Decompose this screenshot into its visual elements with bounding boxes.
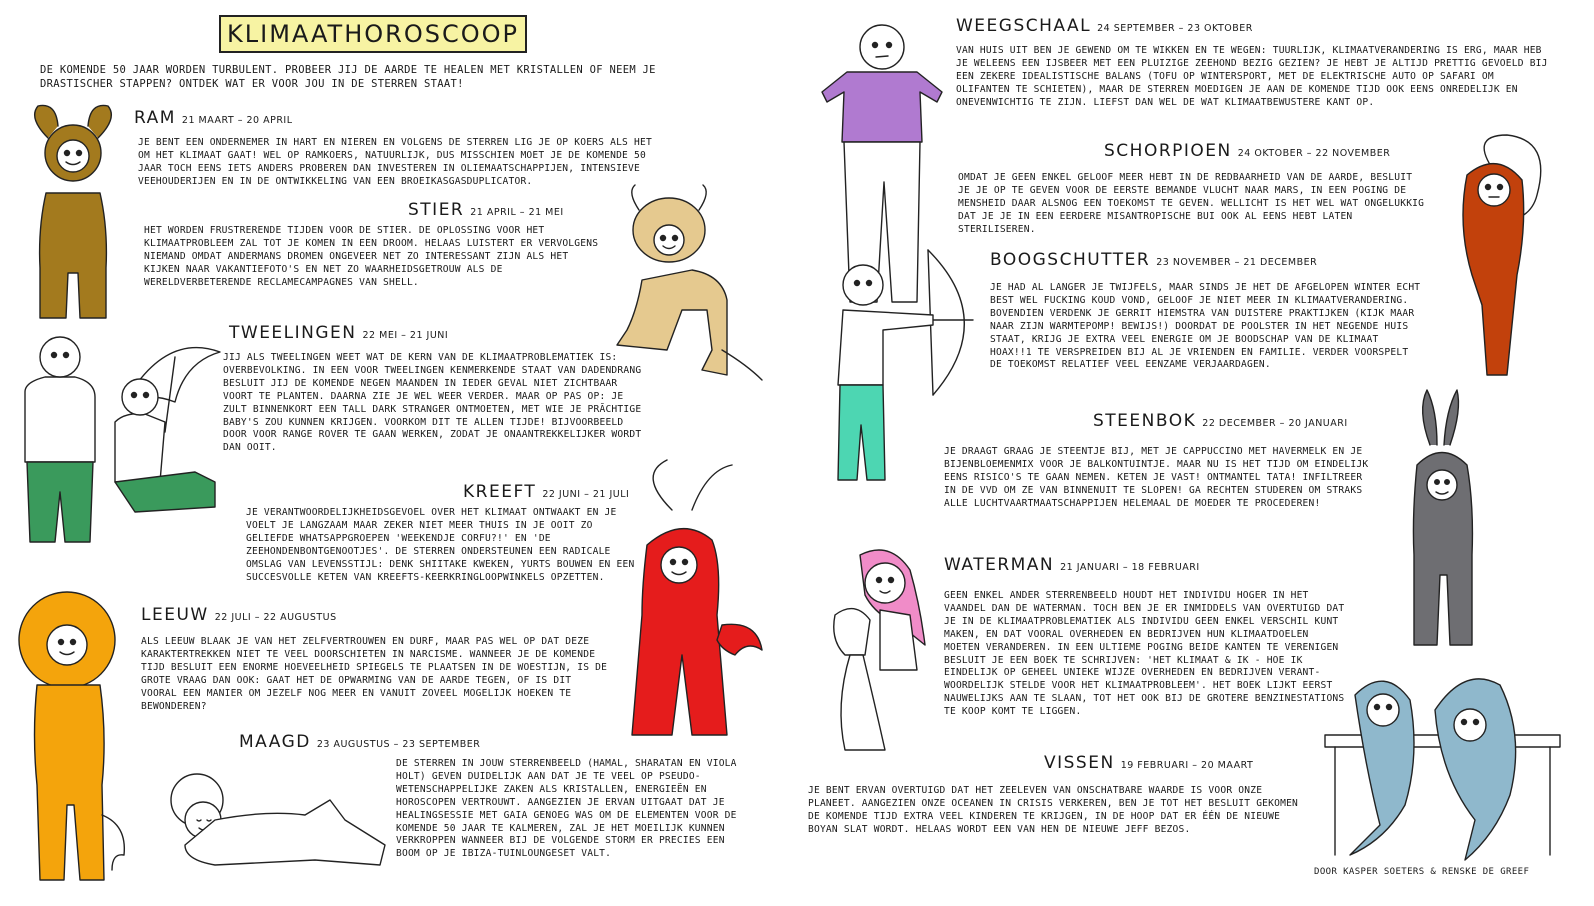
stier-face xyxy=(654,225,684,255)
waterman-face xyxy=(865,563,905,603)
text-steenbok: JE DRAAGT GRAAG JE STEENTJE BIJ, MET JE CAPPUCCINO MET HAVERMELK EN JE BIJENBLOEMENMIX VOOR JE BALKONTUINTJE. MAAR NU IS HET TIJD OM EINDELIJK EENS RISICO'S TE GAAN NEMEN. KETEN JE VAST! ONTMANTEL TATA! INFILTREER IN DE VVD OM ZE VAN BINNENUIT TE SLOPEN! GA RECHTEN STUDEREN OM STRAKS ALLE LUCHTVAARTMAATSCHAPPIJEN HELEMAAL DE MOEDER TE PROCEDEREN! xyxy=(944,446,1369,509)
text-kreeft: JE VERANTWOORDELIJKHEIDSGEVOEL OVER HET KLIMAAT ONTWAAKT EN JE VOELT JE LANGZAAM MAAR ZEKER NIET MEER THUIS IN JE OOIT ZO GELIEFDE WHATSAPPGROEPEN 'WEEKENDJE CORFU?!' EN 'DE ZEEHONDENBONTGENOOTJES'. DE STERREN ONDERSTEUNEN EEN RADICALE OMSLAG VAN LEVENSSTIJL: DENK SHIITAKE KWEKEN, YURTS BOUWEN EN EEN SUCCESVOLLE KETEN VAN KREEFTS-KEERKRINGLOOPWINKELS OPZETTEN. xyxy=(246,507,635,583)
twin-right-sweater xyxy=(115,414,165,482)
sign-name: KREEFT xyxy=(463,482,537,502)
text-schorpioen: OMDAT JE GEEN ENKEL GELOOF MEER HEBT IN DE REDBAARHEID VAN DE AARDE, BESLUIT JE JE OP TE GEVEN VOOR DE EERSTE BEMANDE VLUCHT NAAR MARS, IN EEN POGING DE MENSHEID DAAR ALSNOG EEN TOEKOMST TE GEVEN. WELLICHT IS HET WEL WAT ONGELUKKIG DAT JE JE IN EEN EERDERE MISANTROPISCHE BUI OOK AL EENS HEBT LATEN STERILISEREN. xyxy=(958,172,1425,235)
twin-left-sweater xyxy=(25,377,95,462)
sign-dates: 19 FEBRUARI – 20 MAART xyxy=(1120,760,1254,771)
leeuw-body xyxy=(35,685,105,880)
sign-dates: 23 NOVEMBER – 21 DECEMBER xyxy=(1156,257,1318,268)
tweelingen-illustration xyxy=(15,322,230,547)
heading-waterman xyxy=(944,555,1200,575)
sign-name: TWEELINGEN xyxy=(229,323,357,343)
sign-dates: 24 OKTOBER – 22 NOVEMBER xyxy=(1237,148,1391,159)
steenbok-horn-left xyxy=(1423,390,1437,445)
sign-name: BOOGSCHUTTER xyxy=(990,250,1151,270)
boogschutter-sweater xyxy=(838,310,933,385)
stier-horn-left xyxy=(632,185,639,210)
text-vissen: JE BENT ERVAN OVERTUIGD DAT HET ZEELEVEN VAN ONSCHATBARE WAARDE IS VOOR ONZE PLANEET. AANGEZIEN ONZE OCEANEN IN CRISIS VERKEREN, BEN JE TOT HET BESLUIT GEKOMEN DE KOMENDE TIJD EXTRA VEEL KINDEREN TE KRIJGEN, IN DE HOOP DAT ER ÉÉN DE NIEUWE BOYAN SLAT WORDT. HELAAS WORDT EEN VAN HEN DE NIEUWE JEFF BEZOS. xyxy=(808,785,1299,835)
weegschaal-sweater xyxy=(822,72,942,142)
kreeft-face xyxy=(661,547,697,583)
heading-schorpioen xyxy=(1104,141,1390,161)
boogschutter-illustration xyxy=(823,245,983,490)
vissen-illustration xyxy=(1325,655,1560,870)
sign-dates: 22 JUNI – 21 JULI xyxy=(542,489,630,500)
boogschutter-head xyxy=(843,265,883,305)
heading-weegschaal xyxy=(956,16,1253,36)
heading-stier xyxy=(408,200,564,220)
stier-body xyxy=(617,270,727,375)
sign-name: WATERMAN xyxy=(944,555,1055,575)
sign-dates: 22 MEI – 21 JUNI xyxy=(362,330,449,341)
weegschaal-head xyxy=(860,25,904,69)
heading-vissen xyxy=(1044,753,1253,773)
maagd-illustration xyxy=(155,765,390,870)
ram-illustration xyxy=(18,98,128,323)
intro-text: DE KOMENDE 50 JAAR WORDEN TURBULENT. PROBEER JIJ DE AARDE TE HEALEN MET KRISTALLEN OF NEEM JE DRASTISCHER STAPPEN? ONTDEK WAT ER VOOR JOU IN DE STERREN STAAT! xyxy=(40,64,656,90)
leeuw-illustration xyxy=(12,585,132,890)
heading-kreeft xyxy=(463,482,629,502)
sign-dates: 24 SEPTEMBER – 23 OKTOBER xyxy=(1097,23,1253,34)
vis-left-face xyxy=(1367,694,1399,726)
sign-name: STEENBOK xyxy=(1093,411,1197,431)
text-waterman: GEEN ENKEL ANDER STERRENBEELD HOUDT HET INDIVIDU HOGER IN HET VAANDEL DAN DE WATERMAN. TOCH BEN JE ER INMIDDELS VAN OVERTUIGD DAT JE IN DE KLIMAATPROBLEMATIEK ALS INDIVIDU GEEN ENKEL VERSCHIL KUNT MAKEN, EN DAT VOORAL OVERHEDEN EN BEDRIJVEN HUN KLIMAATDOELEN MOETEN VERANDEREN. IN EEN ULTIEME POGING BEIDE KANTEN TE VERENIGEN BESLUIT JE EEN BOEK TE SCHRIJVEN: 'HET KLIMAAT & IK - HOE IK EINDELIJK OP GEHEEL UNIEKE WIJZE OVERHEDEN EN BEDRIJVEN VERANTWOORDELIJK STELDE VOOR HET KLIMAATPROBLEEM'. HET BOEK LIJKT EERST NAUWELIJKS AAN TE SLAAN, TOT HET OOK BIJ DE GROTERE BENZINESTATIONS TE KOOP KOMT TE LIGGEN. xyxy=(944,590,1345,718)
kreeft-antenna-right xyxy=(692,465,732,510)
ram-body xyxy=(40,193,107,318)
sign-dates: 21 APRIL – 21 MEI xyxy=(470,207,564,218)
sign-name: STIER xyxy=(408,200,465,220)
kreeft-claw xyxy=(717,624,762,655)
steenbok-illustration xyxy=(1402,385,1482,650)
schorpioen-illustration xyxy=(1437,135,1557,380)
leeuw-face xyxy=(47,625,87,665)
leeuw-tail xyxy=(102,815,124,870)
text-boogschutter: JE HAD AL LANGER JE TWIJFELS, MAAR SINDS JE HET DE AFGELOPEN WINTER ECHT BEST WEL FUCKING KOUD VOND, GELOOF JE NIET MEER IN KLIMAATVERANDERING. BOVENDIEN VERDENK JE GERRIT HIEMSTRA VAN DUISTERE PRAKTIJKEN (KIJK MAAR NAAR ZIJN WARMTEPOMP! BEWIJS!) DOORDAT DE POOLSTER IN HET NEGENDE HUIS STAAT, KRIJG JE EXTRA VEEL ENERGIE OM JE BOODSCHAP VAN DE KLIMAAT HOAX!!1 TE VERSPREIDEN BIJ AL JE VRIENDEN EN FAMILIE. VERDER VOORSPELT DE TOEKOMST RELATIEF VEEL EENZAME VERJAARDAGEN. xyxy=(990,282,1421,371)
kreeft-illustration xyxy=(617,455,767,740)
steenbok-horn-right xyxy=(1444,390,1458,445)
heading-steenbok xyxy=(1093,411,1348,431)
sign-name: LEEUW xyxy=(141,605,209,625)
text-maagd: DE STERREN IN JOUW STERRENBEELD (HAMAL, SHARATAN EN VIOLA HOLT) GEVEN DUIDELIJK AAN DAT JE TE VEEL OP PSEUDO-WETENSCHAPPELIJKE ZAKEN ALS KRISTALLEN, ENERGIEËN EN HOROSCOPEN VERTROUWT. AANGEZIEN JE ERVAN UITGAAT DAT JE HEALINGSESSIE MET GAIA GENOEG WAS OM DE ELEMENTEN VOOR DE KOMENDE 50 JAAR TE KALMEREN, ZAL JE HET MOEILIJK KUNNEN VERKROPPEN WANNEER BIJ DE VOLGENDE STORM ER PRECIES EEN BOOM OP JE IBIZA-TUINLOUNGESET VALT. xyxy=(396,758,737,860)
sign-dates: 21 MAART – 20 APRIL xyxy=(181,115,293,126)
stier-illustration xyxy=(597,180,767,390)
waterman-water xyxy=(841,655,885,750)
vis-right-body xyxy=(1435,679,1516,860)
heading-boogschutter xyxy=(990,250,1317,270)
twin-left-head xyxy=(40,337,80,377)
heading-maagd xyxy=(239,732,480,752)
text-leeuw: ALS LEEUW BLAAK JE VAN HET ZELFVERTROUWEN EN DURF, MAAR PAS WEL OP DAT DEZE KARAKTERTREKKEN NIET TE VEEL DOORSCHIETEN IN NARCISME. WANNEER JE DE KOMENDE TIJD BESLUIT EEN ENORME HOEVEELHEID SPIEGELS TE PLAATSEN IN DE WOESTIJN, IS DE GROTE VRAAG DAN OOK: GAAT HET DE OPWARMING VAN DE AARDE TEGEN, OF IS DIT VOORAL EEN MANIER OM JEZELF NOG MEER EN VANUIT ZOVEEL MOGELIJK HOEKEN TE BEWONDEREN? xyxy=(141,636,608,712)
sign-name: WEEGSCHAAL xyxy=(956,16,1092,36)
stier-horn-right xyxy=(699,185,706,210)
ram-face xyxy=(57,140,89,172)
sign-name: VISSEN xyxy=(1044,753,1115,773)
waterman-jug xyxy=(834,609,870,655)
twin-right-head xyxy=(122,379,158,415)
page-title: KLIMAATHOROSCOOP xyxy=(219,15,527,53)
sign-name: SCHORPIOEN xyxy=(1104,141,1232,161)
heading-tweelingen xyxy=(229,323,448,343)
sign-dates: 21 JANUARI – 18 FEBRUARI xyxy=(1060,562,1200,573)
sign-name: RAM xyxy=(134,108,176,128)
text-tweelingen: JIJ ALS TWEELINGEN WEET WAT DE KERN VAN DE KLIMAATPROBLEMATIEK IS: OVERBEVOLKING. IN EEN VOOR TWEELINGEN KENMERKENDE STAAT VAN DADENDRANG BESLUIT JIJ DE KOMENDE NEGEN MAANDEN IN IEDER GEVAL NIET ZICHTBAAR VOORT TE PLANTEN. DAARNA ZIE JE WEL WEER VERDER. MAAR OP PAS OP: JE ZULT BINNENKORT EEN TALL DARK STRANGER ONTMOETEN, MET WIE JE PRĀCHTIGE BABY'S ZOU KUNNEN KRIJGEN. VOORKOM DIT TE ALLEN TIJDE! BIJVOORBEELD DOOR VOOR RANGE ROVER TE GAAN WERKEN, ZODAT JE ONAANTREKKELIJKER WORDT DAN OOIT. xyxy=(223,352,642,454)
twin-left-trousers xyxy=(27,462,93,542)
waterman-illustration xyxy=(825,545,945,755)
steenbok-face xyxy=(1427,470,1457,500)
heading-leeuw xyxy=(141,605,337,625)
stier-tail xyxy=(722,350,762,380)
text-stier: HET WORDEN FRUSTRERENDE TIJDEN VOOR DE STIER. DE OPLOSSING VOOR HET KLIMAATPROBLEEM ZAL TOT JE KOMEN IN EEN DROOM. HELAAS LUISTERT ER VERVOLGENS NIEMAND OMDAT ANDERMANS DROMEN ONGEVEER NET ZO INTERESSANT ZIJN ALS HET KIJKEN NAAR VAKANTIEFOTO'S EN NET ZO WAARHEIDSGETROUW ALS DE WERELDVERBETERENDE RECLAMECAMPAGNES VAN SHELL. xyxy=(144,225,599,288)
text-ram: JE BENT EEN ONDERNEMER IN HART EN NIEREN EN VOLGENS DE STERREN LIG JE OP KOERS ALS HET OM HET KLIMAAT GAAT! WEL OP RAMKOERS, NATUURLIJK, DUS MISSCHIEN MOET JE DE KOMENDE 50 JAAR TOCH EENS IETS ANDERS PROBEREN DAN INVESTEREN IN OLIEMAATSCHAPPIJEN, INTENSIEVE VEEHOUDERIJEN EN IN DE ONTWIKKELING VAN EEN BROEIKASGASDUPLICATOR. xyxy=(138,137,652,187)
credit-line: DOOR KASPER SOETERS & RENSKE DE GREEF xyxy=(1314,867,1530,877)
schorpioen-face xyxy=(1478,174,1510,206)
heading-ram xyxy=(134,108,293,128)
sign-dates: 22 JULI – 22 AUGUSTUS xyxy=(214,612,337,623)
kreeft-antenna-left xyxy=(653,460,672,510)
vis-right-face xyxy=(1454,709,1486,741)
text-weegschaal: VAN HUIS UIT BEN JE GEWEND OM TE WIKKEN EN TE WEGEN: TUURLIJK, KLIMAATVERANDERING IS ERG, MAAR HEB JE WELEENS EEN IJSBEER MET EEN PLUIZIGE ZEEHOND BEZIG GEZIEN? JE HEBT JE ALTIJD PRETTIG GEVOELD BIJ EEN ZEKERE IDEALISTISCHE BALANS (TOFU OP WINTERSPORT, MET DE ELEKTRISCHE AUTO OP SAFARI OM OLIFANTEN TE SCHIETEN), MAAR DE STERREN MOEDIGEN JE AAN DE KOMENDE TIJD OOK EENS ONREDELIJK EN ONEVENWICHTIG TE ZIJN. LIEFST DAN WEL DE WAT KLIMAATBEWUSTERE KANT OP. xyxy=(956,45,1548,108)
sign-dates: 22 DECEMBER – 20 JANUARI xyxy=(1202,418,1348,429)
boogschutter-trousers xyxy=(838,385,885,480)
sign-dates: 23 AUGUSTUS – 23 SEPTEMBER xyxy=(316,739,481,750)
sign-name: MAAGD xyxy=(239,732,311,752)
